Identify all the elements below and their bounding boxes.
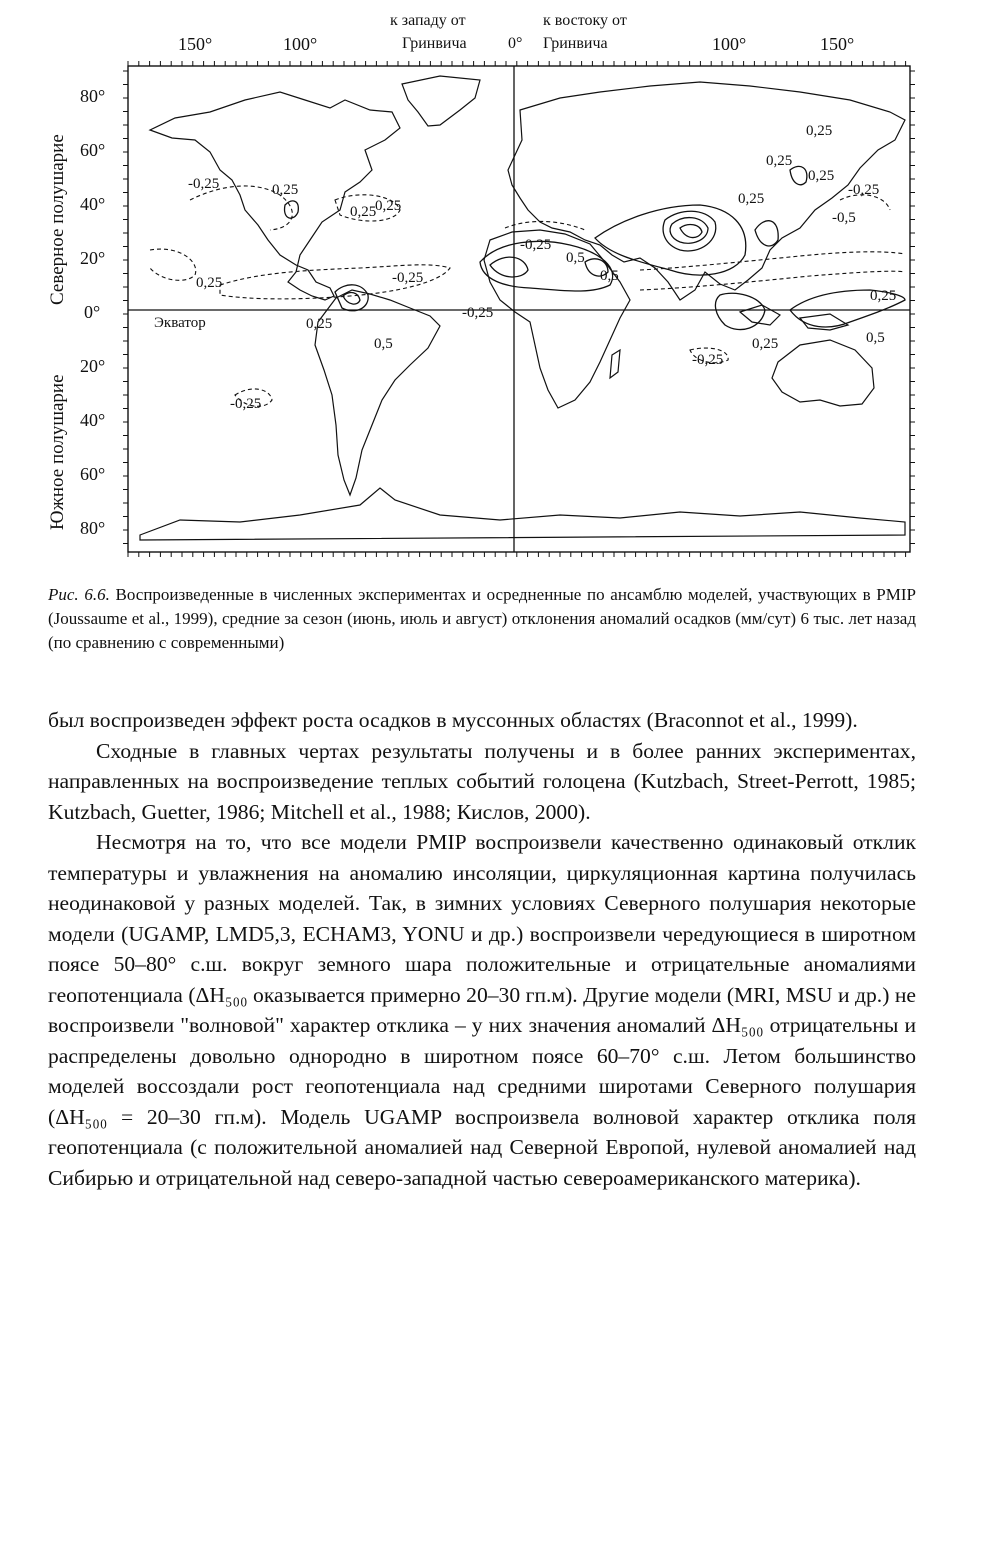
- lon-tick-label: 100°: [712, 34, 747, 54]
- lat-tick-label: 60°: [80, 464, 106, 484]
- label-west-greenwich: Гринвича: [402, 35, 467, 52]
- paragraph: Несмотря на то, что все модели PMIP воспроизвели качественно одинаковый отклик температуры и увлажнения на аномалию инсоляции, циркуляционная картина получилась неодинаковой у разных моделей. Так, в зимних условиях Северного полушария некоторые модели (UGAMP, LMD5,3, ECHAM3, YONU и др.) воспроизвели чередующиеся в широтном поясе 50–80° с.ш. вокруг земного шара положительные и отрицательные аномалиями геопотенциала (ΔH₅₀₀ оказывается примерно 20–30 гп.м). Другие модели (MRI, MSU и др.) не воспроизвели "волновой" характер отклика – у них значения аномалий ΔH₅₀₀ отрицательны и распределены довольно однородно в широтном поясе 60–70° с.ш. Летом большинство моделей воссоздали рост геопотенциала над средними широтами Северного полушария (ΔH₅₀₀ = 20–30 гп.м). Модель UGAMP воспроизвела волновой характер отклика поля геопотенциала (с положительной аномалией над Северной Европой, нулевой аномалией над Сибирью и отрицательной над северо-западной частью североамериканского материка).: [48, 830, 916, 1190]
- equator-label: Экватор: [154, 315, 206, 331]
- label-east-greenwich: Гринвича: [543, 35, 608, 52]
- contour-label: 0,25: [350, 204, 377, 220]
- lat-tick-label: 20°: [80, 248, 106, 268]
- contour-label: 0,25: [196, 275, 223, 291]
- lat-tick-label: 20°: [80, 356, 106, 376]
- contour-label: -0,25: [230, 396, 262, 412]
- contour-label: -0,25: [848, 182, 880, 198]
- contour-label: 0,5: [374, 336, 393, 352]
- label-west-of-greenwich: к западу от: [390, 12, 466, 29]
- lat-tick-label: 40°: [80, 410, 106, 430]
- contour-label: 0,25: [806, 123, 833, 139]
- lon-tick-label: 150°: [178, 34, 213, 54]
- contour-label: -0,25: [692, 352, 724, 368]
- lat-tick-label: 80°: [80, 518, 106, 538]
- lat-tick-label: 0°: [84, 302, 101, 322]
- contour-label: 0,25: [272, 182, 299, 198]
- contour-label: 0,25: [752, 336, 779, 352]
- contour-label: 0,5: [866, 330, 885, 346]
- contour-label: 0,25: [306, 316, 333, 332]
- lat-tick-label: 80°: [80, 86, 106, 106]
- coastlines: [140, 76, 905, 540]
- body-text: [48, 705, 916, 1193]
- south-hemisphere-label: Южное полушарие: [47, 374, 68, 530]
- label-zero-meridian: 0°: [508, 35, 523, 52]
- lat-tick-label: 60°: [80, 140, 106, 160]
- contour-label: 0,5: [566, 250, 585, 266]
- lon-tick-label: 100°: [283, 34, 318, 54]
- lon-tick-label: 150°: [820, 34, 855, 54]
- figure-caption-text: Воспроизведенные в численных экспериментах и осредненные по ансамблю моделей, участвующих в PMIP (Joussaume et al., 1999), средние за сезон (июнь, июль и август) отклонения аномалий осадков (мм/сут) 6 тыс. лет назад (по сравнению с современными): [48, 585, 916, 652]
- map-frame: [128, 66, 910, 552]
- contour-label: -0,25: [520, 237, 552, 253]
- precipitation-contours: [150, 166, 905, 406]
- lat-tick-label: 40°: [80, 194, 106, 214]
- contour-label: -0,25: [188, 176, 220, 192]
- axis-ticks: [123, 61, 915, 557]
- contour-label: 0,25: [738, 191, 765, 207]
- contour-label: 0,25: [870, 288, 897, 304]
- figure-caption-label: Рис. 6.6.: [48, 585, 110, 604]
- contour-label: 0,5: [600, 268, 619, 284]
- precipitation-anomaly-map: [0, 0, 992, 580]
- paragraph: Сходные в главных чертах результаты получены и в более ранних экспериментах, направленных на воспроизведение теплых событий голоцена (Kutzbach, Street-Perrott, 1985; Kutzbach, Guetter, 1986; Mitchell et al., 1988; Кислов, 2000).: [48, 738, 916, 824]
- contour-label: 0,25: [766, 153, 793, 169]
- paragraph: был воспроизведен эффект роста осадков в муссонных областях (Braconnot et al., 1999).: [48, 708, 858, 732]
- north-hemisphere-label: Северное полушарие: [47, 134, 68, 305]
- contour-label: 0,25: [808, 168, 835, 184]
- label-east-of-greenwich: к востоку от: [543, 12, 627, 29]
- contour-label: 0,25: [375, 198, 402, 214]
- contour-labels: [188, 123, 896, 412]
- figure-caption: [48, 583, 916, 655]
- contour-label: -0,25: [392, 270, 424, 286]
- contour-label: -0,5: [832, 210, 856, 226]
- contour-label: -0,25: [462, 305, 494, 321]
